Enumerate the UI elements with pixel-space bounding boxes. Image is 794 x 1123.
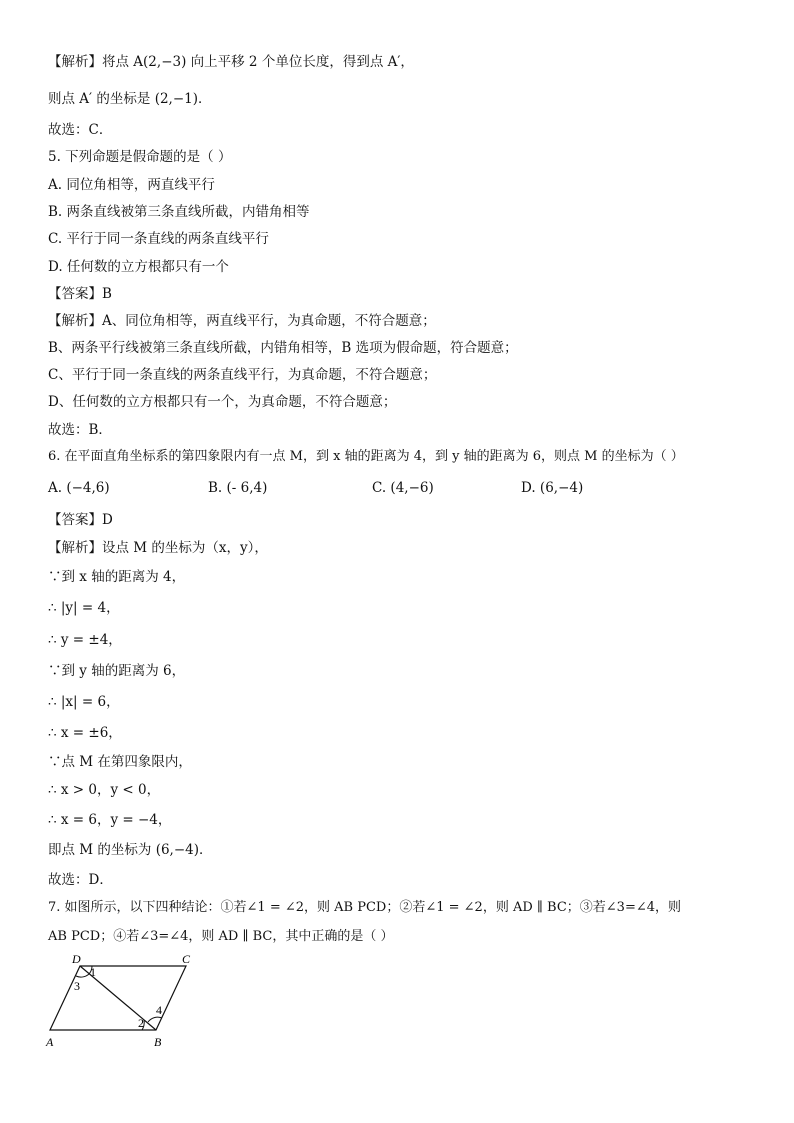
question-5-option-c: C. 平行于同一条直线的两条直线平行 (48, 231, 269, 247)
angle-3-arc (76, 974, 89, 977)
vertex-label-c: C (182, 952, 191, 966)
analysis-line: 【解析】A、同位角相等，两直线平行，为真命题，不符合题意； (48, 313, 436, 329)
analysis-line: ∵点 M 在第四象限内， (48, 754, 192, 770)
analysis-line: ∴ |y| = 4， (48, 600, 120, 616)
question-6-option-a: A. (−4,6) (48, 480, 110, 496)
analysis-line: D、任何数的立方根都只有一个，为真命题，不符合题意； (48, 394, 397, 410)
analysis-line: ∴ |x| = 6， (48, 694, 120, 710)
analysis-line: 【解析】设点 M 的坐标为（x，y）， (48, 540, 268, 556)
question-6-stem: 6. 在平面直角坐标系的第四象限内有一点 M，到 x 轴的距离为 4，到 y 轴的距离为 6，则点 M 的坐标为（ ） (48, 449, 684, 464)
angle-label-1: 1 (90, 965, 96, 979)
analysis-line: 即点 M 的坐标为 (6,−4)． (48, 842, 213, 858)
analysis-line: C、平行于同一条直线的两条直线平行，为真命题，不符合题意； (48, 367, 437, 383)
text-line: 故选：D． (48, 872, 113, 888)
angle-label-4: 4 (156, 1003, 162, 1017)
question-7-stem-cont: AB PCD；④若∠3=∠4，则 AD ∥ BC，其中正确的是（ ） (48, 929, 394, 944)
analysis-line: ∴ y = ±4， (48, 632, 122, 648)
vertex-label-b: B (154, 1035, 162, 1049)
question-7-stem: 7. 如图所示，以下四种结论：①若∠1 = ∠2，则 AB PCD；②若∠1 = ∠2，则 AD ∥ BC；③若∠3=∠4，则 (48, 900, 682, 915)
question-6-option-d: D. (6,−4) (521, 480, 584, 496)
vertex-label-a: A (46, 1035, 54, 1049)
vertex-label-d: D (72, 952, 81, 966)
text-line: 则点 A′ 的坐标是 (2,−1)． (48, 91, 212, 107)
text-line: 故选：C． (48, 122, 113, 138)
text-line: 故选：B． (48, 422, 112, 438)
analysis-line: ∵到 x 轴的距离为 4， (48, 569, 186, 585)
answer-label: 【答案】D (48, 512, 113, 528)
angle-label-2: 2 (138, 1016, 144, 1030)
parallelogram-figure (44, 952, 204, 1052)
analysis-line: ∴ x > 0，y < 0， (48, 782, 161, 798)
analysis-line: B、两条平行线被第三条直线所截，内错角相等，B 选项为假命题，符合题意； (48, 340, 518, 356)
analysis-line: ∴ x = ±6， (48, 725, 122, 741)
question-6-option-b: B. (- 6,4) (208, 480, 268, 496)
analysis-line: ∴ x = 6，y = −4， (48, 812, 172, 828)
question-5-option-b: B. 两条直线被第三条直线所截，内错角相等 (48, 204, 310, 220)
question-6-option-c: C. (4,−6) (372, 480, 434, 496)
question-5-option-d: D. 任何数的立方根都只有一个 (48, 259, 229, 275)
answer-label: 【答案】B (48, 286, 112, 302)
analysis-line: ∵到 y 轴的距离为 6， (48, 663, 186, 679)
angle-label-3: 3 (74, 979, 80, 993)
question-5-stem: 5. 下列命题是假命题的是（ ） (48, 149, 232, 165)
question-5-option-a: A. 同位角相等，两直线平行 (48, 177, 215, 193)
text-line: 【解析】将点 A(2,−3) 向上平移 2 个单位长度，得到点 A′， (48, 54, 414, 70)
